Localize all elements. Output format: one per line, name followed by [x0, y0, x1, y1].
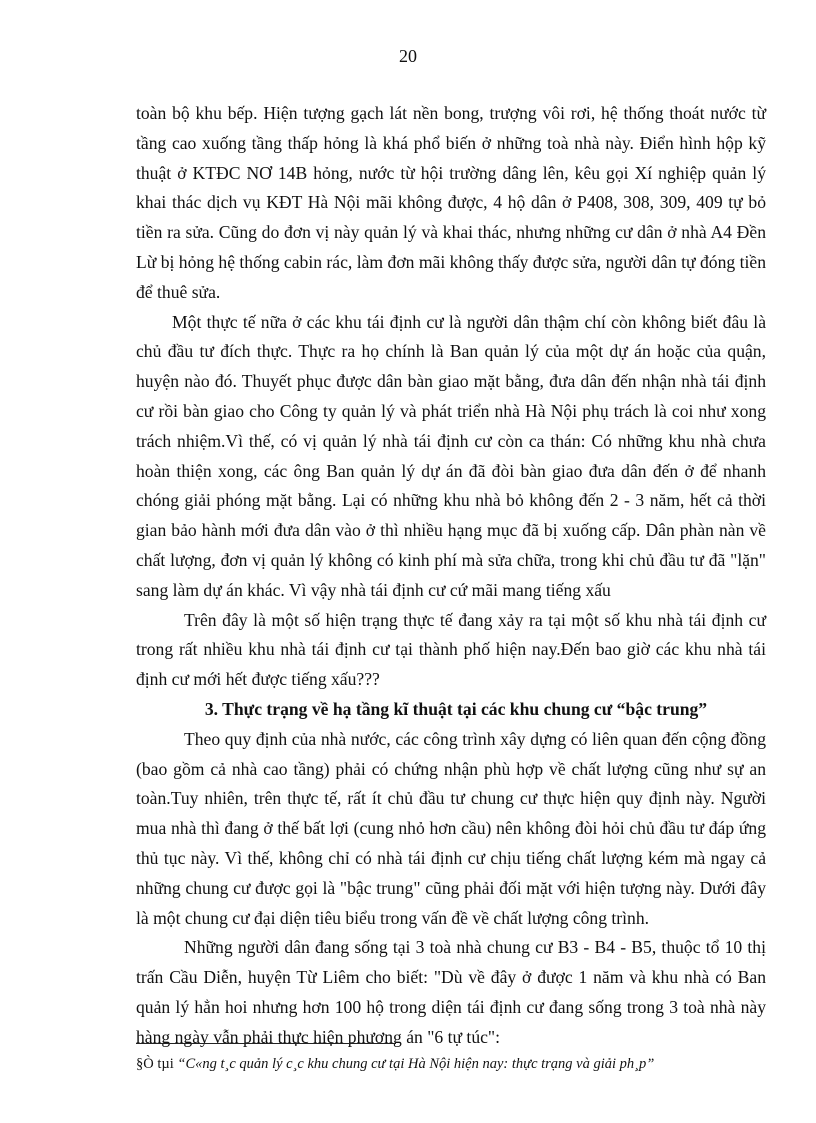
footnote	[136, 1056, 776, 1073]
paragraph-continuation: toàn bộ khu bếp. Hiện tượng gạch lát nền bong, trượng vôi rơi, hệ thống thoát nước từ tầng cao xuống tầng thấp hỏng là khá phổ biến ở những toà nhà này. Điển hình hộp kỹ thuật ở KTĐC NƠ 14B hỏng, nước từ hội trường dâng lên, kêu gọi Xí nghiệp quản lý khai thác dịch vụ KĐT Hà Nội mãi không được, 4 hộ dân ở P408, 308, 309, 409 tự bỏ tiền ra sửa. Cũng do đơn vị này quản lý và khai thác, nhưng những cư dân ở nhà A4 Đền Lừ bị hỏng hệ thống cabin rác, làm đơn mãi không thấy được sửa, người dân tự đóng tiền để thuê sửa.	[136, 103, 766, 302]
footnote-title: “C«ng t¸c quản lý c¸c khu chung cư tại Hà Nội hiện nay: thực trạng và giải ph¸p”	[177, 1056, 655, 1072]
body-text	[136, 99, 766, 1053]
paragraph-resettlement-owner: Một thực tế nữa ở các khu tái định cư là người dân thậm chí còn không biết đâu là chủ đầu tư đích thực. Thực ra họ chính là Ban quản lý của một dự án hoặc của quận, huyện nào đó. Thuyết phục được dân bàn giao mặt bằng, đưa dân đến nhận nhà tái định cư rồi bàn giao cho Công ty quản lý và phát triển nhà Hà Nội phụ trách là coi như xong trách nhiệm.Vì thế, có vị quản lý nhà tái định cư còn ca thán: Có những khu nhà chưa hoàn thiện xong, các ông Ban quản lý dự án đã đòi bàn giao đưa dân đến ở để nhanh chóng giải phóng mặt bằng. Lại có những khu nhà bỏ không đến 2 - 3 năm, hết cả thời gian bảo hành mới đưa dân vào ở thì nhiều hạng mục đã bị xuống cấp. Dân phàn nàn về chất lượng, đơn vị quản lý không có kinh phí mà sửa chữa, trong khi chủ đầu tư đã "lặn" sang làm dự án khác. Vì vậy nhà tái định cư cứ mãi mang tiếng xấu	[136, 311, 766, 600]
paragraph-summary: Trên đây là một số hiện trạng thực tế đang xảy ra tại một số khu nhà tái định cư trong rất nhiều khu nhà tái định cư tại thành phố hiện nay.Đến bao giờ các khu nhà tái định cư mới hết được tiếng xấu???	[136, 609, 766, 690]
paragraph-regulation: Theo quy định của nhà nước, các công trình xây dựng có liên quan đến cộng đồng (bao gồm cả nhà cao tầng) phải có chứng nhận phù hợp về chất lượng cũng như sự an toàn.Tuy nhiên, trên thực tế, rất ít chủ đầu tư chung cư thực hiện quy định này. Người mua nhà thì đang ở thế bất lợi (cung nhỏ hơn cầu) nên không đòi hỏi chủ đầu tư đáp ứng thủ tục này. Vì thế, không chỉ có nhà tái định cư chịu tiếng chất lượng kém mà ngay cả những chung cư được gọi là "bậc trung" cũng phải đối mặt với hiện tượng này. Dưới đây là một chung cư đại diện tiêu biểu trong vấn đề về chất lượng công trình.	[136, 728, 766, 928]
footnote-divider	[136, 1043, 396, 1044]
page-number: 20	[399, 46, 417, 66]
paragraph-residents: Những người dân đang sống tại 3 toà nhà chung cư B3 - B4 - B5, thuộc tổ 10 thị trấn Cầu Diễn, huyện Từ Liêm cho biết: "Dù về đây ở được 1 năm và khu nhà có Ban quản lý hẳn hoi nhưng hơn 100 hộ trong diện tái định cư đang sống trong 3 toà nhà này hàng ngày vẫn phải thực hiện phương án "6 tự túc":	[136, 937, 766, 1047]
footnote-prefix: §Ò tµi	[136, 1056, 174, 1072]
section-heading: 3. Thực trạng về hạ tầng kĩ thuật tại các khu chung cư “bậc trung”	[204, 698, 708, 719]
